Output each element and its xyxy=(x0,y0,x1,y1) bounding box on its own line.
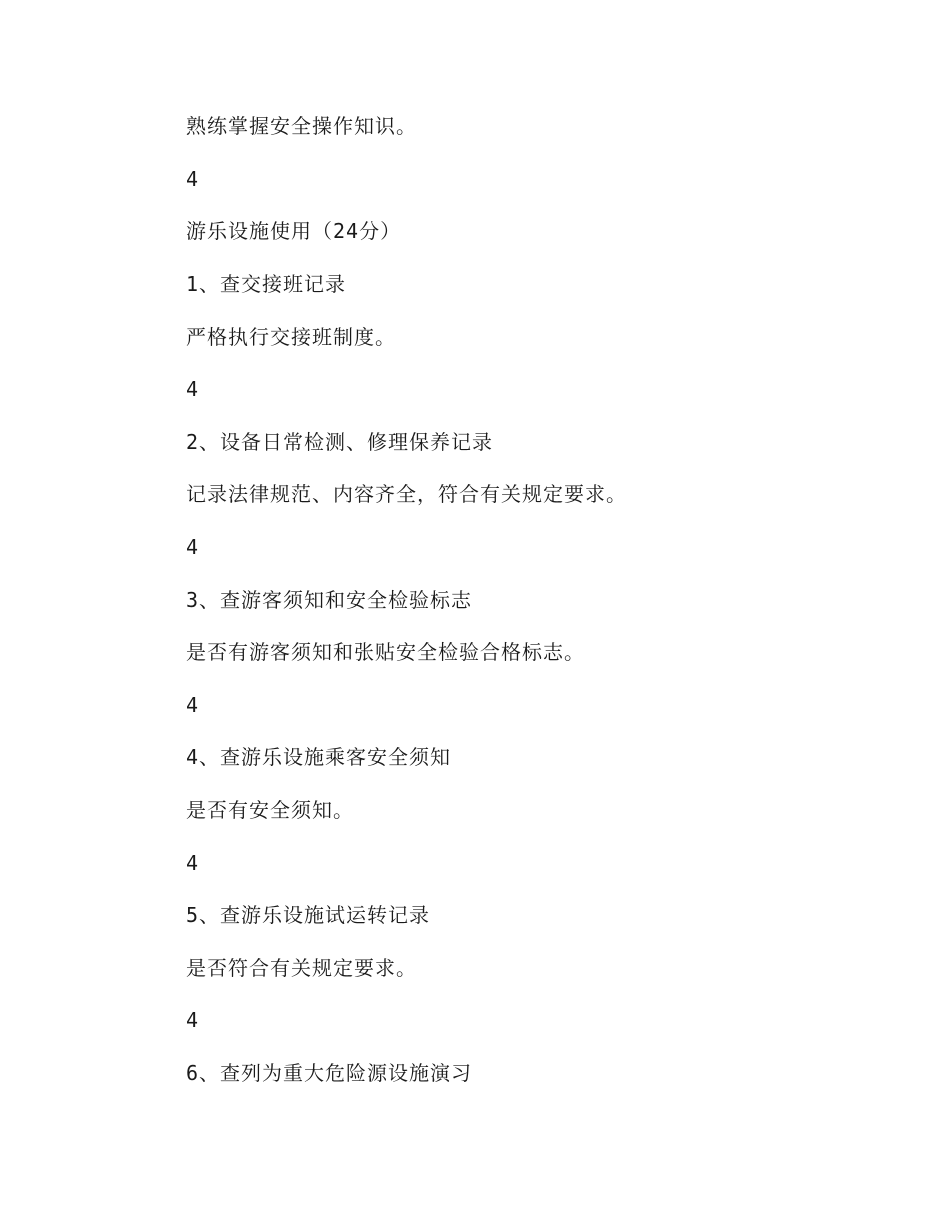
score-value: 4 xyxy=(186,535,200,559)
score-value: 4 xyxy=(186,693,200,717)
score-value: 4 xyxy=(186,377,200,401)
check-item: 4、查游乐设施乘客安全须知 xyxy=(186,745,452,769)
section-heading: 游乐设施使用（24分） xyxy=(186,219,402,243)
check-item: 5、查游乐设施试运转记录 xyxy=(186,903,431,927)
requirement-text: 是否符合有关规定要求。 xyxy=(186,956,417,980)
score-value: 4 xyxy=(186,167,200,191)
score-value: 4 xyxy=(186,1008,200,1032)
score-value: 4 xyxy=(186,851,200,875)
check-item: 2、设备日常检测、修理保养记录 xyxy=(186,430,494,454)
check-item: 6、查列为重大危险源设施演习 xyxy=(186,1061,473,1085)
requirement-text: 记录法律规范、内容齐全，符合有关规定要求。 xyxy=(186,482,627,506)
requirement-text: 熟练掌握安全操作知识。 xyxy=(186,114,417,138)
requirement-text: 严格执行交接班制度。 xyxy=(186,325,396,349)
check-item: 3、查游客须知和安全检验标志 xyxy=(186,588,473,612)
requirement-text: 是否有安全须知。 xyxy=(186,798,354,822)
requirement-text: 是否有游客须知和张贴安全检验合格标志。 xyxy=(186,640,585,664)
check-item: 1、查交接班记录 xyxy=(186,272,347,296)
